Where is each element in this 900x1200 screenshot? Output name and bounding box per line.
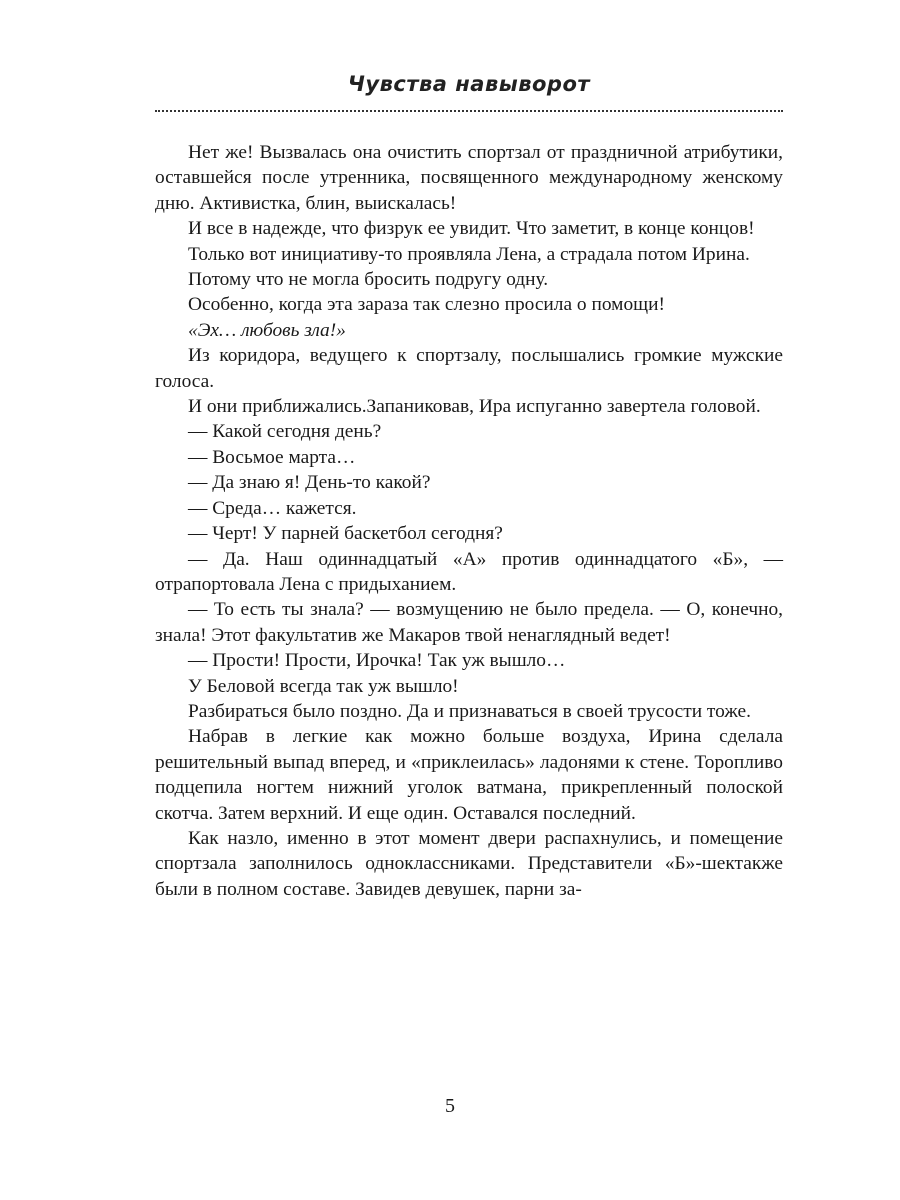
body-text	[155, 140, 783, 902]
running-header	[155, 72, 783, 96]
dialogue-line: — Прости! Прости, Ирочка! Так уж вышло…	[188, 650, 566, 672]
dialogue-line: — Да знаю я! День-то какой?	[188, 472, 431, 494]
paragraph: Как назло, именно в этот момент двери распахнулись, и помещение спортзала заполнилось одноклассниками. Представители «Б»-шектакже были в полном составе. Завидев девушек, парни за-	[155, 827, 783, 900]
dialogue-line: — Какой сегодня день?	[188, 421, 382, 443]
paragraph: Из коридора, ведущего к спортзалу, послышались громкие мужские голоса.	[155, 345, 783, 392]
paragraph: Нет же! Вызвалась она очистить спортзал от праздничной атрибутики, оставшейся после утренника, посвященного международному женскому дню. Активистка, блин, выискалась!	[155, 142, 783, 214]
header-dotted-rule	[155, 110, 783, 112]
italic-thought: «Эх… любовь зла!»	[188, 319, 346, 341]
dialogue-line: — То есть ты знала? — возмущению не было предела. — О, конечно, знала! Этот факультатив же Макаров твой ненаглядный ведет!	[155, 599, 783, 646]
paragraph: Особенно, когда эта зараза так слезно просила о помощи!	[188, 294, 665, 316]
paragraph: Набрав в легкие как можно больше воздуха, Ирина сделала решительный выпад вперед, и «приклеилась» ладонями к стене. Торопливо подцепила ногтем нижний уголок ватмана, прикрепленный полоской скотча. Затем верхний. И еще один. Оставался последний.	[155, 726, 783, 824]
book-title: Чувства навыворот	[347, 72, 591, 96]
paragraph: У Беловой всегда так уж вышло!	[188, 675, 459, 697]
paragraph: Потому что не могла бросить подругу одну.	[188, 269, 549, 291]
paragraph: И они приближались.Запаниковав, Ира испуганно завертела головой.	[188, 396, 761, 418]
dialogue-line: — Да. Наш одиннадцатый «А» против одиннадцатого «Б», — отрапортовала Лена с придыханием.	[155, 548, 783, 595]
paragraph: Только вот инициативу-то проявляла Лена, а страдала потом Ирина.	[188, 243, 750, 265]
paragraph: И все в надежде, что физрук ее увидит. Что заметит, в конце концов!	[188, 218, 755, 240]
paragraph: Разбираться было поздно. Да и признаваться в своей трусости тоже.	[188, 700, 751, 722]
page-number: 5	[445, 1095, 455, 1117]
dialogue-line: — Восьмое марта…	[188, 446, 356, 468]
dialogue-line: — Черт! У парней баскетбол сегодня?	[188, 523, 503, 545]
dialogue-line: — Среда… кажется.	[188, 497, 357, 519]
